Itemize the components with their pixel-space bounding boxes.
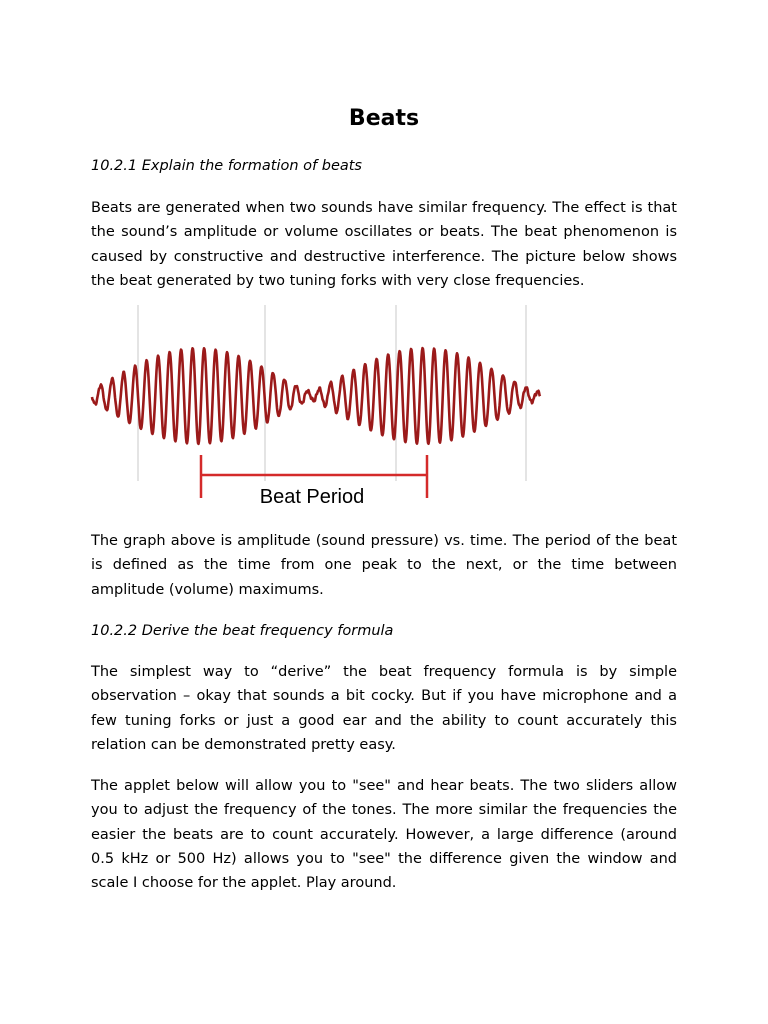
paragraph-applet-description: The applet below will allow you to "see" and hear beats. The two sliders allow you to adjust the frequency of the tones. The more similar the frequencies the easier the beats are to count accurately. However, a large difference (around 0.5 kHz or 500 Hz) allows you to "see" the difference given the window and scale I choose for the applet. Play around. (91, 778, 677, 892)
paragraph-beats-intro: Beats are generated when two sounds have similar frequency. The effect is that the sound’s amplitude or volume oscillates or beats. The beat phenomenon is caused by constructive and destructive interference. The picture below shows the beat generated by two tuning forks with very close frequencies. (91, 200, 677, 289)
beat-waveform-graphic (88, 303, 544, 515)
section-heading-derive: 10.2.2 Derive the beat frequency formula (91, 623, 394, 639)
page-title: Beats (348, 106, 420, 131)
beat-period-label: Beat Period (259, 486, 365, 508)
beat-waveform-figure (88, 303, 544, 515)
paragraph-graph-explanation: The graph above is amplitude (sound pressure) vs. time. The period of the beat is defined as the time from one peak to the next, or the time between amplitude (volume) maximums. (91, 533, 677, 598)
beat-waveform (92, 348, 540, 444)
paragraph-derive-observation: The simplest way to “derive” the beat frequency formula is by simple observation – okay that sounds a bit cocky. But if you have microphone and a few tuning forks or just a good ear and the ability to count accurately this relation can be demonstrated pretty easy. (91, 664, 677, 753)
section-heading-formation: 10.2.1 Explain the formation of beats (91, 158, 362, 174)
